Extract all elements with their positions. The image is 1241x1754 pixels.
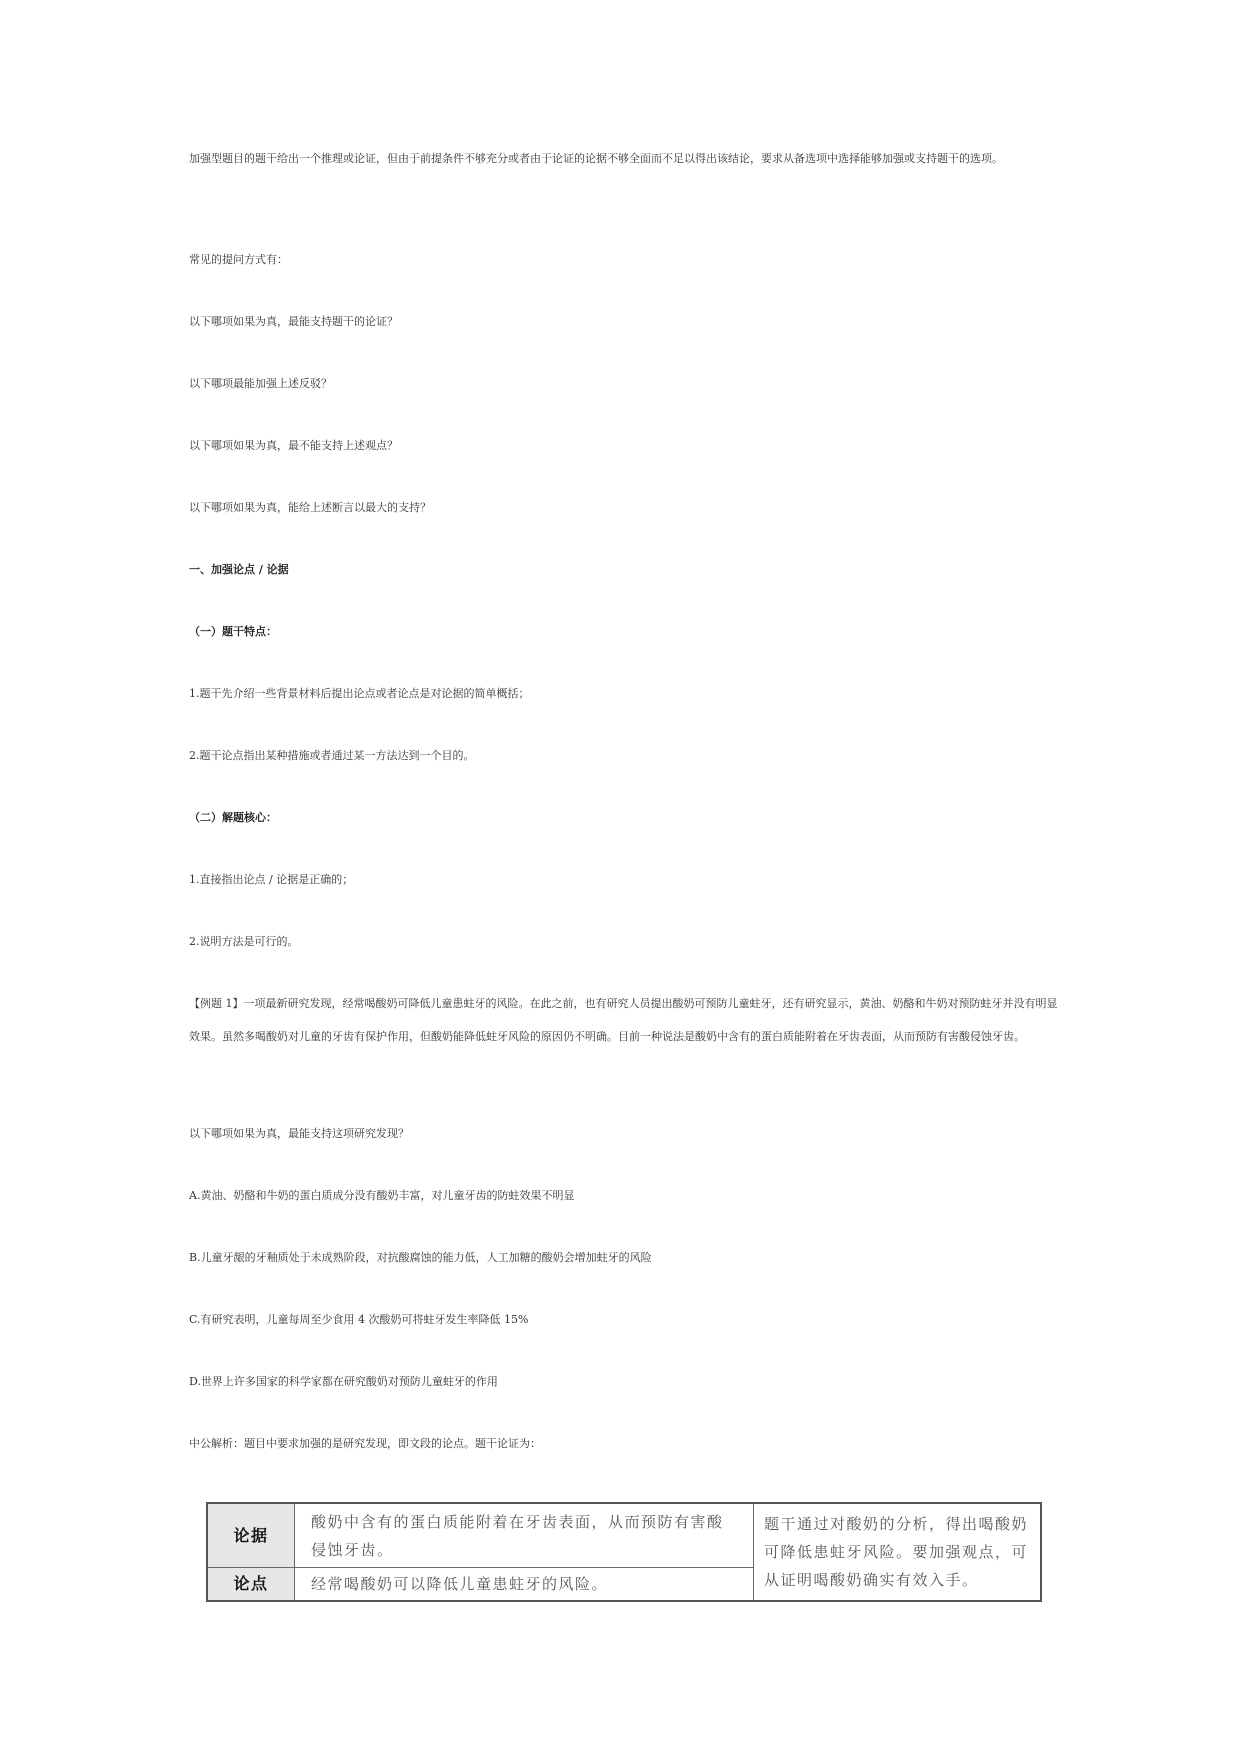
feature-item-1: 1.题干先介绍一些背景材料后提出论点或者论点是对论据的简单概括；: [189, 687, 530, 700]
table-evidence-text: 酸奶中含有的蛋白质能附着在牙齿表面，从而预防有害酸侵蚀牙齿。: [295, 1504, 754, 1568]
question-form-2: 以下哪项最能加强上述反驳？: [189, 377, 332, 390]
core-item-2: 2.说明方法是可行的。: [189, 935, 299, 948]
core-item-1: 1.直接指出论点 / 论据是正确的；: [189, 873, 354, 886]
table-argument-text: 经常喝酸奶可以降低儿童患蛀牙的风险。: [295, 1568, 754, 1600]
analysis-paragraph: 中公解析：题目中要求加强的是研究发现，即文段的论点。题干论证为：: [189, 1437, 541, 1450]
subsection-heading-1: （一）题干特点：: [189, 625, 277, 638]
subsection-heading-2: （二）解题核心：: [189, 811, 277, 824]
option-d: D.世界上许多国家的科学家都在研究酸奶对预防儿童蛀牙的作用: [189, 1375, 498, 1388]
question-form-4: 以下哪项如果为真，能给上述断言以最大的支持？: [189, 501, 431, 514]
question-form-1: 以下哪项如果为真，最能支持题干的论证？: [189, 315, 398, 328]
option-a: A.黄油、奶酪和牛奶的蛋白质成分没有酸奶丰富，对儿童牙齿的防蛀效果不明显: [189, 1189, 575, 1202]
section-heading: 一、加强论点 / 论据: [189, 563, 289, 576]
option-b: B.儿童牙龈的牙釉质处于未成熟阶段，对抗酸腐蚀的能力低，人工加糖的酸奶会增加蛀牙的风险: [189, 1251, 652, 1264]
option-c: C.有研究表明，儿童每周至少食用 4 次酸奶可将蛀牙发生率降低 15%: [189, 1313, 529, 1326]
question-forms-heading: 常见的提问方式有：: [189, 253, 288, 266]
table-label-evidence: 论据: [208, 1504, 295, 1568]
feature-item-2: 2.题干论点指出某种措施或者通过某一方法达到一个目的。: [189, 749, 475, 762]
intro-paragraph: 加强型题目的题干给出一个推理或论证，但由于前提条件不够充分或者由于论证的论据不够全面而不足以得出该结论，要求从备选项中选择能够加强或支持题干的选项。: [189, 152, 1003, 165]
argument-table: [206, 1502, 1042, 1602]
table-label-argument: 论点: [208, 1568, 295, 1600]
example-question: 以下哪项如果为真，最能支持这项研究发现？: [189, 1127, 409, 1140]
table-note-text: 题干通过对酸奶的分析，得出喝酸奶可降低患蛀牙风险。要加强观点，可从证明喝酸奶确实有效入手。: [764, 1515, 1029, 1589]
question-form-3: 以下哪项如果为真，最不能支持上述观点？: [189, 439, 398, 452]
example-paragraph: 【例题 1】一项最新研究发现，经常喝酸奶可降低儿童患蛀牙的风险。在此之前，也有研究人员提出酸奶可预防儿童蛀牙，还有研究显示，黄油、奶酪和牛奶对预防蛀牙并没有明显效果。虽然多喝酸奶对儿童的牙齿有保护作用，但酸奶能降低蛀牙风险的原因仍不明确。目前一种说法是酸奶中含有的蛋白质能附着在牙齿表面，从而预防有害酸侵蚀牙齿。: [189, 997, 1058, 1043]
